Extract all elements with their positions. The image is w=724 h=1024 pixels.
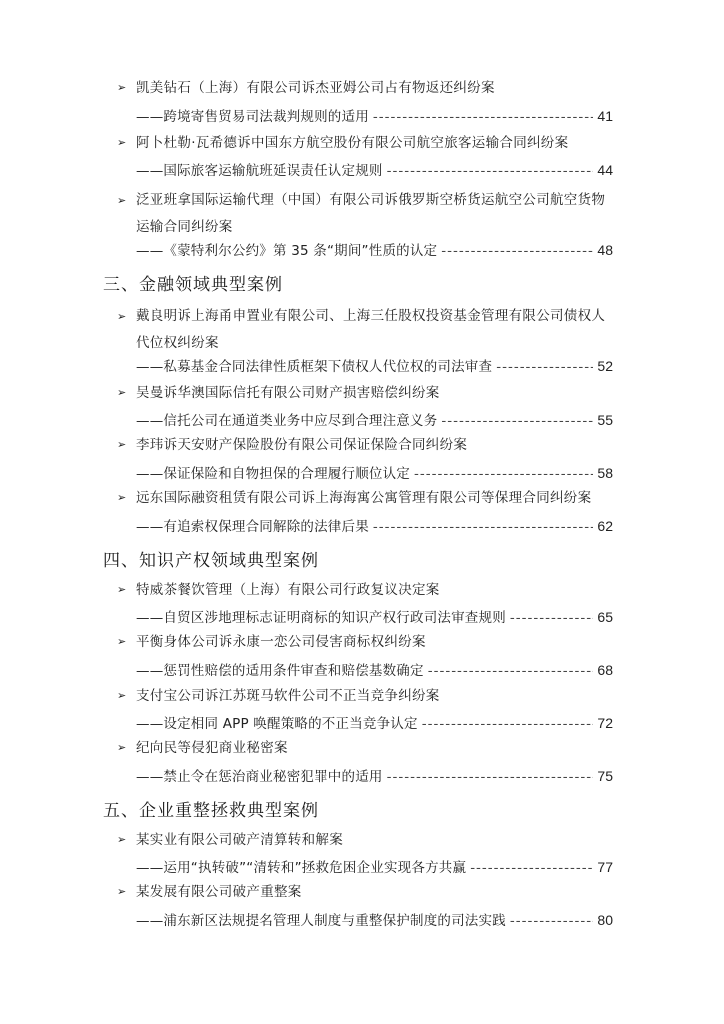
dot-leader: [470, 858, 593, 878]
dot-leader: [387, 161, 594, 181]
dot-leader: [373, 107, 594, 127]
arrow-bullet-icon: ➢: [117, 885, 127, 898]
toc-subentry: [136, 857, 613, 878]
toc-subentry: [136, 516, 613, 537]
dot-leader: [441, 411, 593, 431]
page-number: 62: [597, 518, 613, 534]
case-title: 吴曼诉华澳国际信托有限公司财产损害赔偿纠纷案: [136, 385, 440, 401]
dot-leader: [496, 357, 593, 377]
case-subtitle: ——运用“执转破”“清转和”拯救危困企业实现各方共赢: [136, 860, 467, 876]
toc-subentry: [136, 410, 613, 431]
case-subtitle: ——浦东新区法规提名管理人制度与重整保护制度的司法实践: [136, 913, 506, 929]
page-number: 75: [597, 768, 613, 784]
toc-entry: [117, 383, 617, 403]
toc-entry: [117, 738, 617, 758]
arrow-bullet-icon: ➢: [117, 310, 127, 323]
arrow-bullet-icon: ➢: [117, 635, 127, 648]
page-number: 55: [597, 412, 613, 428]
arrow-bullet-icon: ➢: [117, 741, 127, 754]
page-number: 68: [597, 662, 613, 678]
toc-subentry: [136, 910, 613, 931]
case-title: 泛亚班拿国际运输代理（中国）有限公司诉俄罗斯空桥货运航空公司航空货物运输合同纠纷案: [136, 192, 606, 235]
case-subtitle: ——有追索权保理合同解除的法律后果: [136, 519, 369, 535]
case-subtitle: ——跨境寄售贸易司法裁判规则的适用: [136, 109, 369, 125]
case-title: 纪向民等侵犯商业秘密案: [136, 740, 288, 756]
toc-entry: [117, 78, 617, 98]
case-title: 远东国际融资租赁有限公司诉上海海寓公寓管理有限公司等保理合同纠纷案: [136, 490, 592, 506]
dot-leader: [441, 241, 593, 261]
section-heading: 五、企业重整拯救典型案例: [103, 801, 319, 821]
dot-leader: [510, 911, 594, 931]
page-number: 41: [597, 108, 613, 124]
case-subtitle: ——禁止令在惩治商业秘密犯罪中的适用: [136, 769, 383, 785]
case-subtitle: ——设定相同 APP 唤醒策略的不正当竞争认定: [136, 716, 418, 732]
arrow-bullet-icon: ➢: [117, 583, 127, 596]
toc-subentry: [136, 106, 613, 127]
toc-subentry: [136, 463, 613, 484]
case-subtitle: ——国际旅客运输航班延误责任认定规则: [136, 163, 383, 179]
case-title: 平衡身体公司诉永康一恋公司侵害商标权纠纷案: [136, 634, 426, 650]
section-heading: 四、知识产权领域典型案例: [103, 551, 319, 571]
case-subtitle: ——保证保险和自物担保的合理履行顺位认定: [136, 466, 410, 482]
case-title: 特威茶餐饮管理（上海）有限公司行政复议决定案: [136, 582, 440, 598]
case-subtitle: ——惩罚性赔偿的适用条件审查和赔偿基数确定: [136, 663, 424, 679]
dot-leader: [387, 767, 594, 787]
toc-entry: [117, 133, 617, 153]
toc-subentry: [136, 660, 613, 681]
case-subtitle: ——信托公司在通道类业务中应尽到合理注意义务: [136, 413, 438, 429]
arrow-bullet-icon: ➢: [117, 81, 127, 94]
arrow-bullet-icon: ➢: [117, 833, 127, 846]
case-title: 戴良明诉上海甬申置业有限公司、上海三任股权投资基金管理有限公司债权人代位权纠纷案: [136, 308, 606, 351]
page-number: 77: [597, 859, 613, 875]
case-subtitle: ——私募基金合同法律性质框架下债权人代位权的司法审查: [136, 359, 493, 375]
toc-entry: [117, 187, 617, 241]
case-subtitle: ——《蒙特利尔公约》第 35 条“期间”性质的认定: [136, 243, 438, 259]
dot-leader: [428, 661, 594, 681]
case-subtitle: ——自贸区涉地理标志证明商标的知识产权行政司法审查规则: [136, 610, 506, 626]
toc-subentry: [136, 356, 613, 377]
toc-entry: [117, 488, 617, 508]
toc-entry: [117, 830, 617, 850]
page-number: 65: [597, 609, 613, 625]
arrow-bullet-icon: ➢: [117, 194, 127, 207]
arrow-bullet-icon: ➢: [117, 136, 127, 149]
dot-leader: [373, 517, 594, 537]
arrow-bullet-icon: ➢: [117, 689, 127, 702]
dot-leader: [414, 464, 593, 484]
section-heading: 三、金融领域典型案例: [103, 275, 283, 295]
toc-entry: [117, 882, 617, 902]
arrow-bullet-icon: ➢: [117, 386, 127, 399]
arrow-bullet-icon: ➢: [117, 438, 127, 451]
dot-leader: [422, 714, 594, 734]
case-title: 某实业有限公司破产清算转和解案: [136, 832, 343, 848]
page-number: 80: [597, 912, 613, 928]
toc-subentry: [136, 160, 613, 181]
toc-entry: [117, 580, 617, 600]
page-number: 48: [597, 242, 613, 258]
case-title: 某发展有限公司破产重整案: [136, 884, 302, 900]
page-number: 58: [597, 465, 613, 481]
case-title: 凯美钻石（上海）有限公司诉杰亚姆公司占有物返还纠纷案: [136, 80, 495, 96]
toc-subentry: [136, 240, 613, 261]
case-title: 支付宝公司诉江苏斑马软件公司不正当竞争纠纷案: [136, 688, 440, 704]
toc-subentry: [136, 713, 613, 734]
toc-subentry: [136, 607, 613, 628]
case-title: 李玮诉天安财产保险股份有限公司保证保险合同纠纷案: [136, 437, 468, 453]
arrow-bullet-icon: ➢: [117, 491, 127, 504]
toc-subentry: [136, 766, 613, 787]
toc-entry: [117, 632, 617, 652]
toc-entry: [117, 303, 617, 357]
page-number: 52: [597, 358, 613, 374]
toc-entry: [117, 686, 617, 706]
toc-entry: [117, 435, 617, 455]
case-title: 阿卜杜勒·瓦希德诉中国东方航空股份有限公司航空旅客运输合同纠纷案: [136, 135, 569, 151]
page-number: 44: [597, 162, 613, 178]
dot-leader: [510, 608, 594, 628]
page-number: 72: [597, 715, 613, 731]
